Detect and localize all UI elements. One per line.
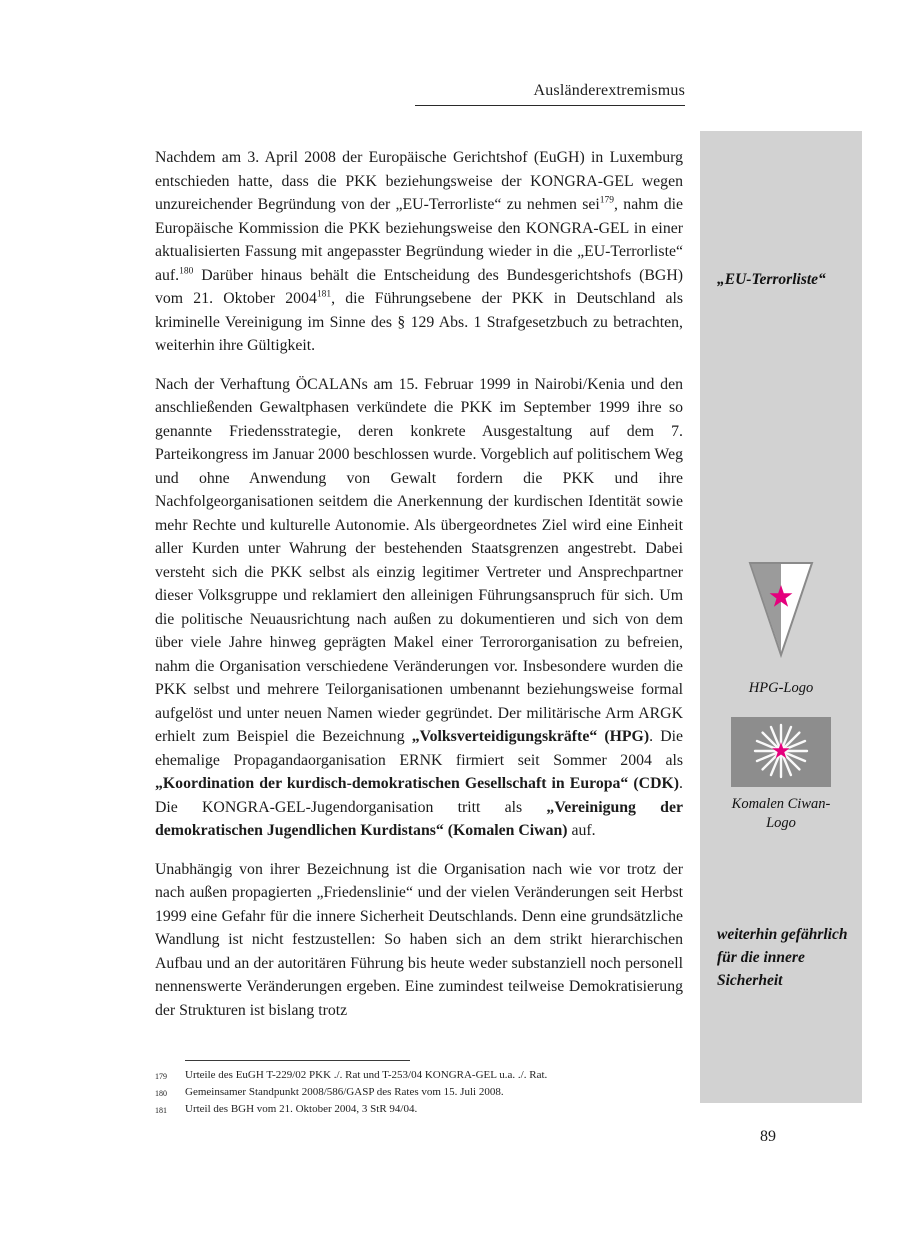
- body-text: Unabhängig von ihrer Bezeichnung ist die Organisation nach wie vor trotz der nach außen propagierten „Friedenslinie“ und der vielen Veränderungen seit Herbst 1999 eine Gefahr für die innere Sicherheit Deutschlands. Denn eine grundsätzliche Wandlung ist nicht festzustellen: So haben sich an dem strikt hierarchischen Aufbau und an der autoritären Führung bis heute weder substanziell noch personell nennenswerte Veränderungen ergeben. Eine zumindest teilweise Demokratisierung der Strukturen ist bislang trotz: [155, 860, 683, 1019]
- body-text: Darüber hinaus behält die Entscheidung des Bundesgerichtshofs (BGH) vom 21. Oktober 2004: [155, 266, 683, 307]
- footnote-list: [155, 1068, 683, 1118]
- running-head-text: Ausländerextremismus: [533, 82, 685, 99]
- body-text: , die Führungsebene der PKK in Deutschland als kriminelle Vereinigung im Sinne des § 129 Abs. 1 Strafgesetzbuch zu betrachten, weiterhin ihre Gültigkeit.: [155, 290, 683, 354]
- body-text: auf.: [567, 822, 596, 839]
- footnote: [155, 1068, 683, 1084]
- footnote-number: 181: [155, 1106, 167, 1115]
- body-text: . Die KONGRA-GEL-Jugendorganisation tritt als: [155, 775, 683, 816]
- footnote-marker: 181: [316, 289, 332, 300]
- footnote: [155, 1102, 683, 1118]
- komalen-starburst-icon: [726, 717, 836, 787]
- hpg-logo-caption: HPG-Logo: [748, 680, 814, 696]
- hpg-logo: [746, 559, 816, 659]
- footnote: [155, 1085, 683, 1101]
- margin-note-eu-terrorliste: „EU-Terrorliste“: [717, 271, 826, 288]
- main-text-column: [155, 146, 683, 1037]
- body-text: . Die ehemalige Propagandaorganisation ERNK firmiert seit Sommer 2004 als: [155, 728, 683, 769]
- body-text: Nach der Verhaftung ÖCALANs am 15. Februar 1999 in Nairobi/Kenia und den anschließenden Gewaltphasen verkündete die PKK im September 1999 ihre so genannte Friedensstrategie, deren konkrete Ausgestaltung auf dem 7. Parteikongress im Januar 2000 beschlossen wurde. Vorgeblich auf politischem Weg und ohne Anwendung von Gewalt fordern die PKK und ihre Nachfolgeorganisationen seitdem die Anerkennung der kurdischen Identität sowie mehr Rechte und kulturelle Autonomie. Als übergeordnetes Ziel wird eine Einheit aller Kurden unter Wahrung der bestehenden Staatsgrenzen angestrebt. Dabei versteht sich die PKK selbst als einzig legitimer Vertreter und Ansprechpartner dieser Volksgruppe und reklamiert den alleinigen Führungsanspruch für sich. Um die politische Neuausrichtung nach außen zu dokumentieren und sich von dem über viele Jahre hinweg geprägten Makel einer Terrororganisation zu befreien, nahm die Organisation verschiedene Veränderungen vor. Insbesondere wurden die PKK selbst und mehrere Teilorganisationen umbenannt beziehungsweise formal aufgelöst und unter neuen Namen wieder gegründet. Der militärische Arm ARGK erhielt zum Beispiel die Bezeichnung: [155, 375, 683, 745]
- page-number: 89: [760, 1128, 776, 1145]
- emphasized-text: „Volksverteidigungskräfte“ (HPG): [411, 728, 650, 745]
- footnote-text: Urteil des BGH vom 21. Oktober 2004, 3 StR 94/04.: [185, 1103, 418, 1115]
- running-head: [415, 82, 685, 106]
- body-text: Nachdem am 3. April 2008 der Europäische Gerichtshof (EuGH) in Luxemburg entschieden hatte, dass die PKK beziehungsweise der KONGRA-GEL wegen unzureichender Begründung von der „EU-Terrorliste“ zu nehmen sei: [155, 149, 683, 213]
- footnote-number: 179: [155, 1072, 167, 1081]
- footnote-text: Urteile des EuGH T-229/02 PKK ./. Rat und T-253/04 KONGRA-GEL u.a. ./. Rat.: [185, 1069, 548, 1081]
- emphasized-text: „Vereinigung der demokratischen Jugendlichen Kurdistans“ (Komalen Ciwan): [155, 798, 683, 839]
- komalen-ciwan-logo: [726, 717, 836, 787]
- emphasized-text: „Koordination der kurdisch-demokratischen Gesellschaft in Europa“ (CDK): [155, 775, 680, 792]
- footnote-number: 180: [155, 1089, 167, 1098]
- footnote-rule: [185, 1060, 410, 1061]
- margin-note-danger: weiterhin gefährlich für die innere Sicherheit: [717, 926, 848, 989]
- footnote-marker: 180: [179, 266, 194, 277]
- paragraph: [155, 858, 683, 1023]
- paragraph: [155, 373, 683, 843]
- margin-column: [700, 131, 862, 1103]
- paragraph: [155, 146, 683, 358]
- footnote-text: Gemeinsamer Standpunkt 2008/586/GASP des Rates vom 15. Juli 2008.: [185, 1086, 504, 1098]
- footnote-marker: 179: [599, 195, 615, 206]
- body-text: , nahm die Europäische Kommission die PKK beziehungsweise den KONGRA-GEL in einer aktualisierten Fassung mit angepasster Begründung wieder in die „EU-Terrorliste“ auf.: [155, 196, 683, 284]
- footnotes-block: [155, 1060, 683, 1119]
- komalen-logo-caption: Komalen Ciwan-Logo: [731, 796, 831, 831]
- hpg-pennant-icon: [746, 559, 816, 659]
